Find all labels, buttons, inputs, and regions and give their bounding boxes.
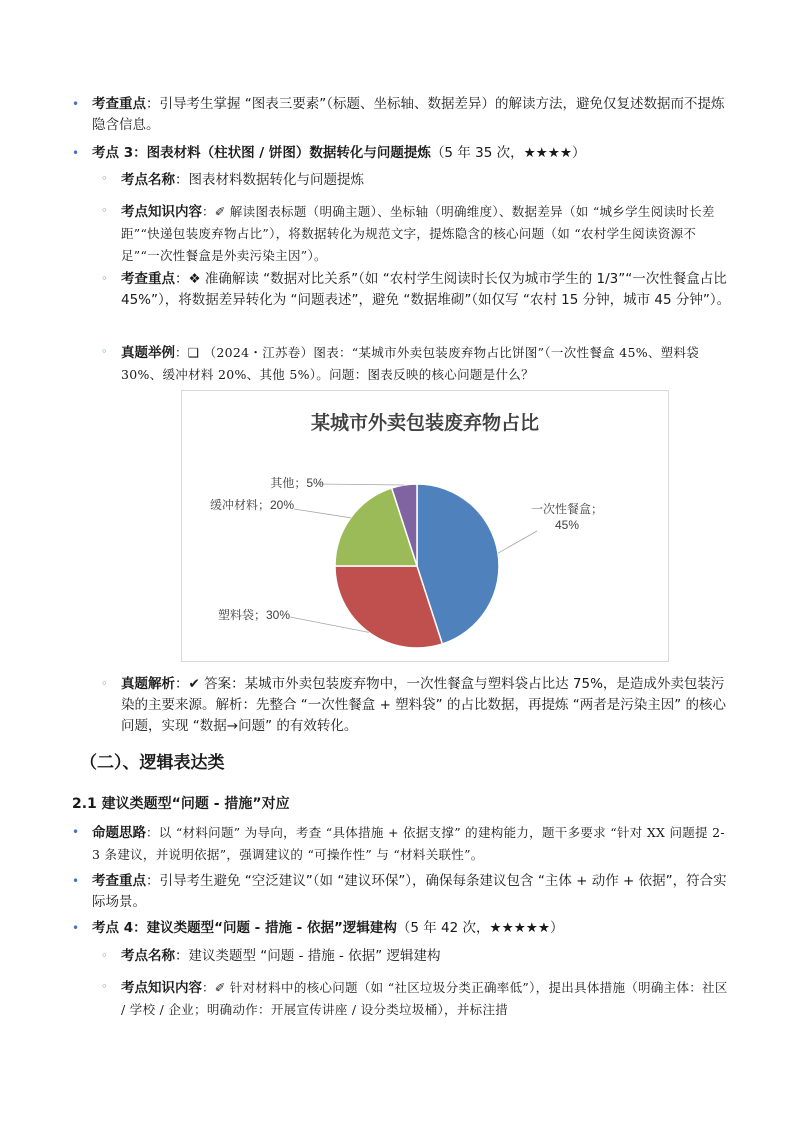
sub-bullet-icon: ◦ [101, 345, 108, 358]
slice-label-1: 塑料袋；30% [217, 608, 291, 622]
paragraph [92, 94, 732, 136]
slice-label-0: 一次性餐盒； [530, 502, 604, 516]
text: ：✐ 解读图表标题（明确主题）、坐标轴（明确维度）、数据差异（如 “城乡学生阅读时长差距”“快递包装废弃物占比”），将数据转化为规范文字，提炼隐含的核心问题（如 “农村学生阅读资源不足”“一次性餐盒是外卖污染主因”）。 [121, 204, 715, 263]
paragraph [121, 977, 733, 1021]
text: ：❑ （2024・江苏卷）图表：“某城市外卖包装废弃物占比饼图”（一次性餐盒 45%、塑料袋 30%、缓冲材料 20%、其他 5%）。问题：图表反映的核心问题是什么？ [121, 345, 700, 382]
heading-point-4 [92, 918, 732, 939]
bullet-icon: • [72, 97, 80, 111]
pie-chart-svg [182, 391, 668, 661]
slice-label-3: 其他；5% [270, 476, 324, 490]
text: ：✔ 答案：某城市外卖包装废弃物中，一次性餐盒与塑料袋占比达 75%，是造成外卖包装污染的主要来源。解析：先整合 “一次性餐盒 + 塑料袋” 的占比数据，再提炼 “两者是污染主因” 的核心问题，实现 “数据→问题” 的有效转化。 [121, 676, 727, 734]
label: 真题举例 [121, 345, 175, 361]
paragraph [92, 871, 732, 913]
section-heading: （二）、逻辑表达类 [80, 753, 225, 773]
text: ：引导考生避免 “空泛建议”（如 “建议环保”），确保每条建议包含 “主体 + 动作 + 依据”，符合实际场景。 [92, 873, 727, 910]
text: ：✐ 针对材料中的核心问题（如 “社区垃圾分类正确率低”），提出具体措施（明确主体：社区 / 学校 / 企业；明确动作：开展宣传讲座 / 设分类垃圾桶），并标注措 [121, 980, 728, 1017]
paragraph [121, 342, 733, 386]
bullet-icon: • [72, 874, 80, 888]
sub-bullet-icon: ◦ [101, 949, 108, 962]
bullet-icon: • [72, 146, 80, 160]
sub-bullet-icon: ◦ [101, 677, 108, 690]
label: 考点 4：建议类题型“问题 - 措施 - 依据”逻辑建构 [92, 920, 397, 936]
paragraph [121, 674, 733, 737]
label: 考点 3：图表材料（柱状图 / 饼图）数据转化与问题提炼 [92, 145, 431, 161]
label: 考点知识内容 [121, 980, 202, 996]
leader-line-2 [294, 509, 351, 518]
text: ：❖ 准确解读 “数据对比关系”（如 “农村学生阅读时长仅为城市学生的 1/3”“一次性餐盒占比 45%”），将数据差异转化为 “问题表述”，避免 “数据堆砌”（如仅写 “农村 15 分钟，城市 45 分钟”）。 [121, 271, 731, 308]
slice-label-2: 缓冲材料；20% [209, 498, 295, 512]
label: 命题思路 [92, 825, 146, 841]
leader-line-3 [317, 484, 404, 485]
label: 真题解析 [121, 676, 175, 692]
chart-title: 某城市外卖包装废弃物占比 [310, 413, 540, 434]
label: 考查重点 [92, 96, 146, 112]
bullet-icon: • [72, 921, 80, 935]
subsection-heading: 2.1 建议类题型“问题 - 措施”对应 [72, 796, 290, 812]
sub-bullet-icon: ◦ [101, 980, 108, 993]
text: ：图表材料数据转化与问题提炼 [175, 172, 364, 188]
label: 考查重点 [121, 271, 175, 287]
sub-bullet-icon: ◦ [101, 172, 108, 185]
paragraph [121, 269, 733, 311]
text: （5 年 42 次，★★★★★） [396, 920, 564, 936]
bullet-icon: • [72, 825, 80, 839]
label: 考点知识内容 [121, 204, 202, 220]
text: ：建议类题型 “问题 - 措施 - 依据” 逻辑建构 [175, 948, 441, 964]
paragraph [121, 170, 733, 191]
label: 考点名称 [121, 172, 175, 188]
label: 考点名称 [121, 948, 175, 964]
label: 考查重点 [92, 873, 146, 889]
sub-bullet-icon: ◦ [101, 204, 108, 217]
paragraph [92, 822, 732, 866]
text: （5 年 35 次，★★★★） [430, 145, 586, 161]
sub-bullet-icon: ◦ [101, 272, 108, 285]
text: ：引导考生掌握 “图表三要素”（标题、坐标轴、数据差异）的解读方法，避免仅复述数据而不提炼隐含信息。 [92, 96, 725, 133]
heading-point-3 [92, 143, 732, 164]
pie-chart [181, 390, 669, 662]
leader-line-0 [498, 531, 537, 553]
paragraph [121, 946, 733, 967]
paragraph [121, 201, 733, 267]
text: ：以 “材料问题” 为导向，考查 “具体措施 + 依据支撑” 的建构能力，题干多要求 “针对 XX 问题提 2-3 条建议，并说明依据”，强调建议的 “可操作性” 与 “材料关联性”。 [92, 825, 725, 862]
slice-label-0: 45% [554, 518, 580, 532]
